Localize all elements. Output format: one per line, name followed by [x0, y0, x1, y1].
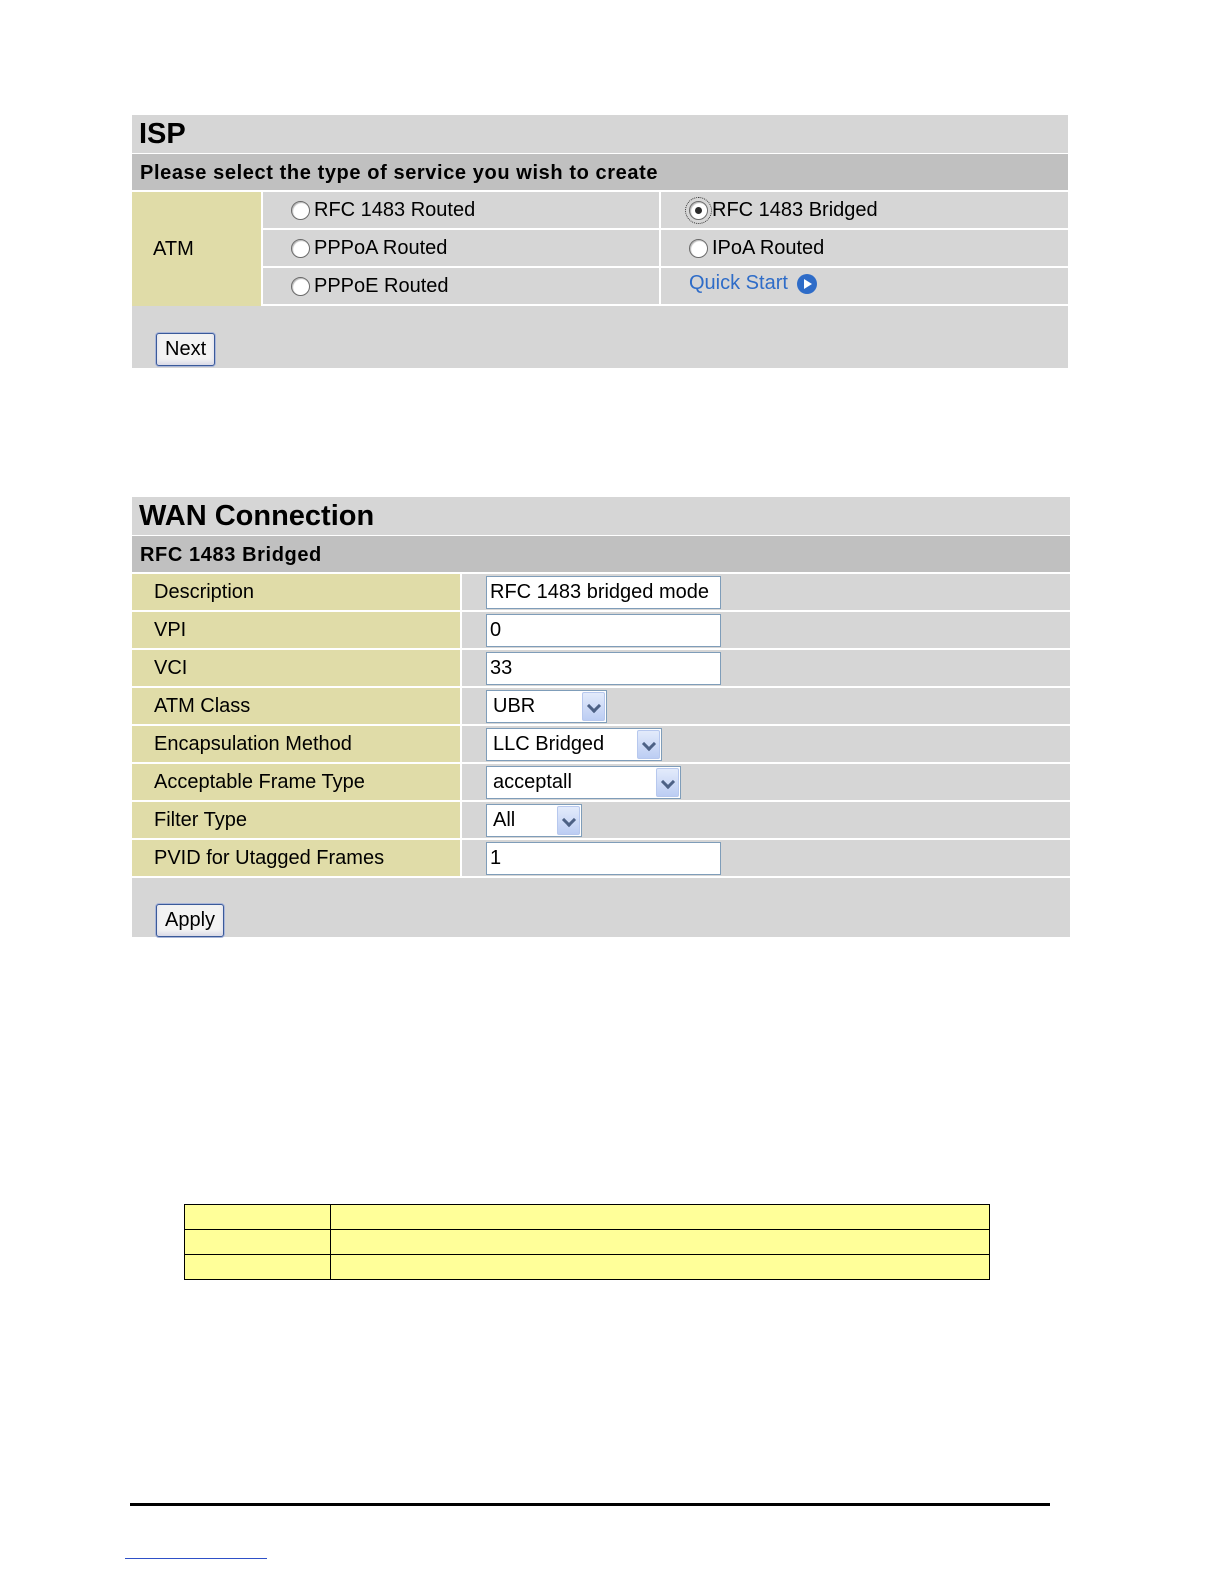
- next-button[interactable]: Next: [156, 333, 215, 366]
- radio-pppoe-routed[interactable]: [291, 277, 310, 296]
- filter-type-label: Filter Type: [132, 802, 460, 838]
- table-cell: [185, 1230, 331, 1255]
- option-label: RFC 1483 Routed: [314, 198, 476, 221]
- service-row: [261, 268, 1068, 306]
- description-cell: [460, 574, 1070, 610]
- table-cell: [185, 1205, 331, 1230]
- table-row: [185, 1205, 990, 1230]
- atm-class-label: ATM Class: [132, 688, 460, 724]
- option-pppoe-routed[interactable]: [261, 268, 659, 304]
- atm-class-row: [132, 688, 1070, 726]
- footer-divider: [130, 1503, 1050, 1506]
- radio-rfc1483-routed[interactable]: [291, 201, 310, 220]
- table-cell: [331, 1230, 990, 1255]
- pvid-input[interactable]: 1: [486, 842, 721, 875]
- vpi-input[interactable]: 0: [486, 614, 721, 647]
- description-row: [132, 574, 1070, 612]
- option-ipoa-routed[interactable]: [659, 230, 1068, 266]
- frame-type-value: acceptall: [493, 771, 572, 793]
- footer-link-underline: [125, 1558, 267, 1559]
- vci-row: [132, 650, 1070, 688]
- option-pppoa-routed[interactable]: [261, 230, 659, 266]
- atm-class-select[interactable]: [486, 690, 607, 723]
- option-rfc1483-routed[interactable]: [261, 192, 659, 228]
- radio-pppoa-routed[interactable]: [291, 239, 310, 258]
- table-cell: [331, 1205, 990, 1230]
- radio-ipoa-routed[interactable]: [689, 239, 708, 258]
- parameter-table: [184, 1204, 990, 1280]
- chevron-down-icon[interactable]: [656, 768, 679, 797]
- frame-type-cell: [460, 764, 1070, 800]
- vci-cell: [460, 650, 1070, 686]
- atm-group-label: ATM: [132, 192, 261, 306]
- filter-type-value: All: [493, 809, 516, 831]
- option-rfc1483-bridged[interactable]: [659, 192, 1068, 228]
- encapsulation-value: LLC Bridged: [493, 733, 605, 755]
- quick-start-label: Quick Start: [689, 271, 788, 294]
- isp-button-bar: [132, 306, 1068, 368]
- table-row: [185, 1230, 990, 1255]
- chevron-down-icon[interactable]: [582, 692, 605, 721]
- filter-type-cell: [460, 802, 1070, 838]
- wan-title: WAN Connection: [132, 497, 1070, 536]
- isp-panel: [132, 115, 1068, 368]
- isp-title: ISP: [132, 115, 1068, 154]
- frame-type-label: Acceptable Frame Type: [132, 764, 460, 800]
- vpi-label: VPI: [132, 612, 460, 648]
- option-label: PPPoA Routed: [314, 236, 448, 259]
- pvid-label: PVID for Utagged Frames: [132, 840, 460, 876]
- quick-start-cell: [659, 268, 1068, 304]
- description-label: Description: [132, 574, 460, 610]
- table-cell: [331, 1255, 990, 1280]
- service-row: [261, 192, 1068, 230]
- quick-start-link[interactable]: [689, 272, 817, 295]
- wan-connection-panel: [132, 497, 1070, 937]
- encapsulation-select[interactable]: [486, 728, 662, 761]
- table-row: [185, 1255, 990, 1280]
- pvid-cell: [460, 840, 1070, 876]
- filter-type-row: [132, 802, 1070, 840]
- option-label: PPPoE Routed: [314, 274, 449, 297]
- option-label: RFC 1483 Bridged: [712, 198, 878, 221]
- table-cell: [185, 1255, 331, 1280]
- chevron-down-icon[interactable]: [557, 806, 580, 835]
- frame-type-select[interactable]: [486, 766, 681, 799]
- encapsulation-row: [132, 726, 1070, 764]
- atm-class-value: UBR: [493, 695, 536, 717]
- frame-type-row: [132, 764, 1070, 802]
- pvid-row: [132, 840, 1070, 878]
- isp-subtitle: Please select the type of service you wish to create: [132, 154, 1068, 192]
- option-label: IPoA Routed: [712, 236, 825, 259]
- encapsulation-label: Encapsulation Method: [132, 726, 460, 762]
- vci-label: VCI: [132, 650, 460, 686]
- filter-type-select[interactable]: [486, 804, 582, 837]
- vci-input[interactable]: 33: [486, 652, 721, 685]
- radio-rfc1483-bridged[interactable]: [689, 201, 708, 220]
- vpi-row: [132, 612, 1070, 650]
- apply-button[interactable]: Apply: [156, 904, 224, 937]
- wan-subtitle: RFC 1483 Bridged: [132, 536, 1070, 574]
- chevron-down-icon[interactable]: [637, 730, 660, 759]
- service-type-grid: [132, 192, 1068, 306]
- description-input[interactable]: RFC 1483 bridged mode: [486, 576, 721, 609]
- atm-class-cell: [460, 688, 1070, 724]
- encapsulation-cell: [460, 726, 1070, 762]
- vpi-cell: [460, 612, 1070, 648]
- arrow-right-circle-icon[interactable]: [797, 274, 817, 294]
- service-row: [261, 230, 1068, 268]
